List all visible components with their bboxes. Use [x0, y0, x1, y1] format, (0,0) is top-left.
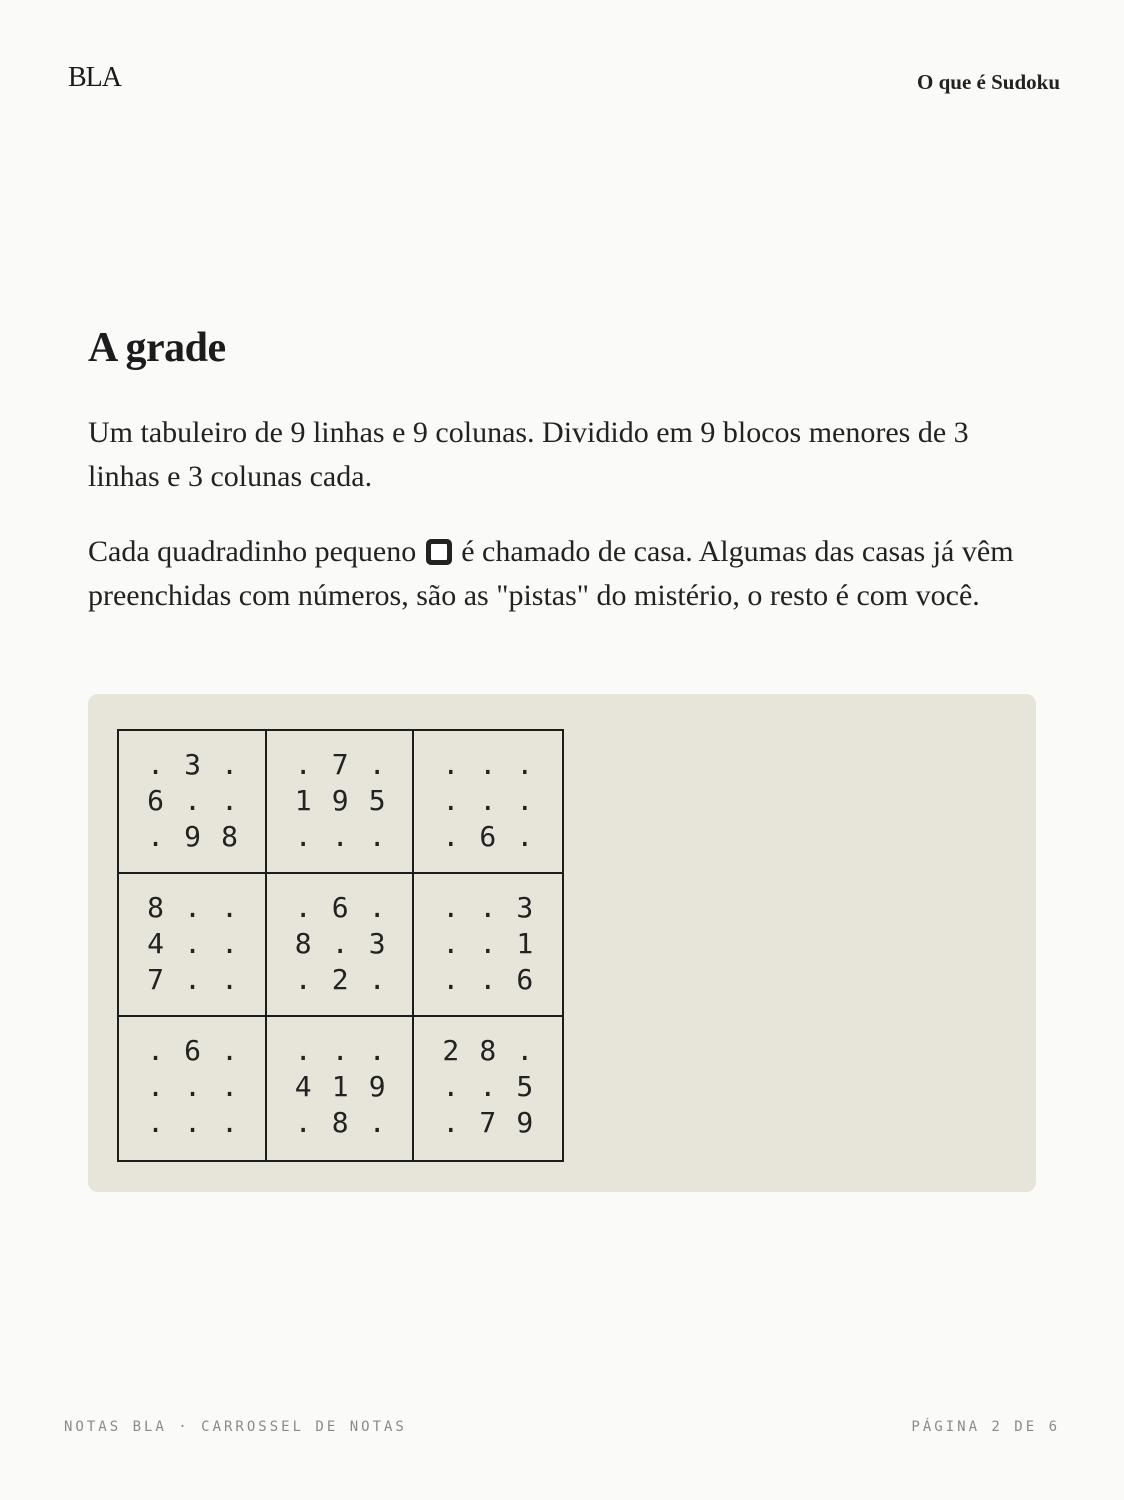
sudoku-cell: . — [516, 820, 534, 853]
sudoku-block — [267, 731, 415, 874]
sudoku-cell: 5 — [516, 1070, 534, 1103]
sudoku-cell: 1 — [294, 784, 312, 817]
sudoku-cell: 7 — [331, 748, 349, 781]
sudoku-cell: . — [442, 1070, 460, 1103]
sudoku-block — [267, 1017, 415, 1160]
sudoku-cell: . — [516, 1034, 534, 1067]
sudoku-cell: . — [442, 927, 460, 960]
sudoku-cell: . — [368, 748, 386, 781]
sudoku-cell: . — [442, 820, 460, 853]
sudoku-cell: 8 — [294, 927, 312, 960]
sudoku-cell: . — [294, 963, 312, 996]
sudoku-cell: . — [479, 891, 497, 924]
sudoku-cell: 9 — [368, 1070, 386, 1103]
sudoku-cell: 8 — [479, 1034, 497, 1067]
sudoku-cell: 6 — [479, 820, 497, 853]
sudoku-cell: . — [184, 1070, 201, 1103]
sudoku-cell: 8 — [331, 1106, 349, 1139]
sudoku-cell: . — [221, 1106, 238, 1139]
sudoku-cell: . — [147, 1106, 164, 1139]
sudoku-cell: . — [479, 784, 497, 817]
sudoku-cell: . — [294, 748, 312, 781]
sudoku-cell: . — [221, 891, 238, 924]
sudoku-cell: 6 — [184, 1034, 201, 1067]
sudoku-cell: . — [331, 927, 349, 960]
sudoku-cell: 7 — [479, 1106, 497, 1139]
sudoku-cell: 4 — [147, 927, 164, 960]
sudoku-cell: . — [294, 820, 312, 853]
footer-series-label: NOTAS BLA · CARROSSEL DE NOTAS — [64, 1419, 407, 1435]
sudoku-cell: . — [368, 963, 386, 996]
sudoku-cell: 6 — [331, 891, 349, 924]
sudoku-cell: . — [368, 891, 386, 924]
sudoku-cell: . — [479, 963, 497, 996]
sudoku-cell: . — [294, 1106, 312, 1139]
sudoku-block — [119, 1017, 267, 1160]
sudoku-cell: 1 — [516, 927, 534, 960]
sudoku-block — [414, 874, 562, 1017]
sudoku-cell: . — [442, 891, 460, 924]
sudoku-cell: . — [184, 891, 201, 924]
page-title: A grade — [88, 325, 226, 371]
sudoku-block — [119, 874, 267, 1017]
sudoku-cell: . — [479, 748, 497, 781]
sudoku-cell: . — [184, 1106, 201, 1139]
paragraph-grid-description: Um tabuleiro de 9 linhas e 9 colunas. Dividido em 9 blocos menores de 3 linhas e 3 colunas cada. — [88, 416, 969, 493]
sudoku-cell: . — [479, 927, 497, 960]
sudoku-cell: . — [184, 963, 201, 996]
sudoku-cell: . — [368, 1034, 386, 1067]
sudoku-cell: 2 — [331, 963, 349, 996]
sudoku-cell: 3 — [516, 891, 534, 924]
sudoku-cell: . — [221, 927, 238, 960]
sudoku-cell: 9 — [516, 1106, 534, 1139]
sudoku-cell: 5 — [368, 784, 386, 817]
sudoku-cell: 4 — [294, 1070, 312, 1103]
sudoku-block — [414, 731, 562, 874]
sudoku-cell: 1 — [331, 1070, 349, 1103]
sudoku-cell: 9 — [184, 820, 201, 853]
sudoku-cell: 3 — [368, 927, 386, 960]
sudoku-cell: . — [221, 1070, 238, 1103]
sudoku-cell: . — [442, 963, 460, 996]
sudoku-cell: . — [331, 820, 349, 853]
paragraph-text-after: é chamado de casa. Algumas das casas já vêm preenchidas com números, são as "pistas" do mistério, o resto é com você. — [88, 535, 1014, 612]
sudoku-cell: 2 — [442, 1034, 460, 1067]
sudoku-grid — [117, 729, 564, 1162]
paragraph-cell-description — [88, 530, 1044, 617]
sudoku-cell: . — [221, 784, 238, 817]
white-square-button-icon — [426, 539, 452, 565]
sudoku-cell: . — [147, 748, 164, 781]
footer-page-number: PÁGINA 2 DE 6 — [911, 1419, 1060, 1435]
sudoku-cell: . — [221, 1034, 238, 1067]
sudoku-cell: . — [516, 784, 534, 817]
sudoku-cell: . — [184, 784, 201, 817]
sudoku-cell: . — [516, 748, 534, 781]
header-title: O que é Sudoku — [917, 70, 1060, 94]
sudoku-block — [119, 731, 267, 874]
sudoku-cell: . — [479, 1070, 497, 1103]
sudoku-block — [414, 1017, 562, 1160]
sudoku-cell: 6 — [147, 784, 164, 817]
paragraph-text-before: Cada quadradinho pequeno — [88, 535, 424, 568]
sudoku-cell: . — [147, 820, 164, 853]
sudoku-cell: 6 — [516, 963, 534, 996]
sudoku-cell: 3 — [184, 748, 201, 781]
sudoku-cell: 9 — [331, 784, 349, 817]
sudoku-cell: . — [331, 1034, 349, 1067]
sudoku-block — [267, 874, 415, 1017]
sudoku-cell: . — [221, 748, 238, 781]
logo: BLA — [68, 62, 121, 93]
sudoku-cell: . — [368, 1106, 386, 1139]
sudoku-cell: 7 — [147, 963, 164, 996]
sudoku-cell: . — [442, 784, 460, 817]
sudoku-cell: . — [368, 820, 386, 853]
sudoku-cell: . — [147, 1070, 164, 1103]
sudoku-cell: . — [221, 963, 238, 996]
sudoku-cell: . — [442, 1106, 460, 1139]
sudoku-cell: 8 — [147, 891, 164, 924]
sudoku-cell: . — [184, 927, 201, 960]
sudoku-cell: . — [294, 891, 312, 924]
sudoku-cell: . — [294, 1034, 312, 1067]
sudoku-cell: 8 — [221, 820, 238, 853]
sudoku-cell: . — [147, 1034, 164, 1067]
sudoku-cell: . — [442, 748, 460, 781]
